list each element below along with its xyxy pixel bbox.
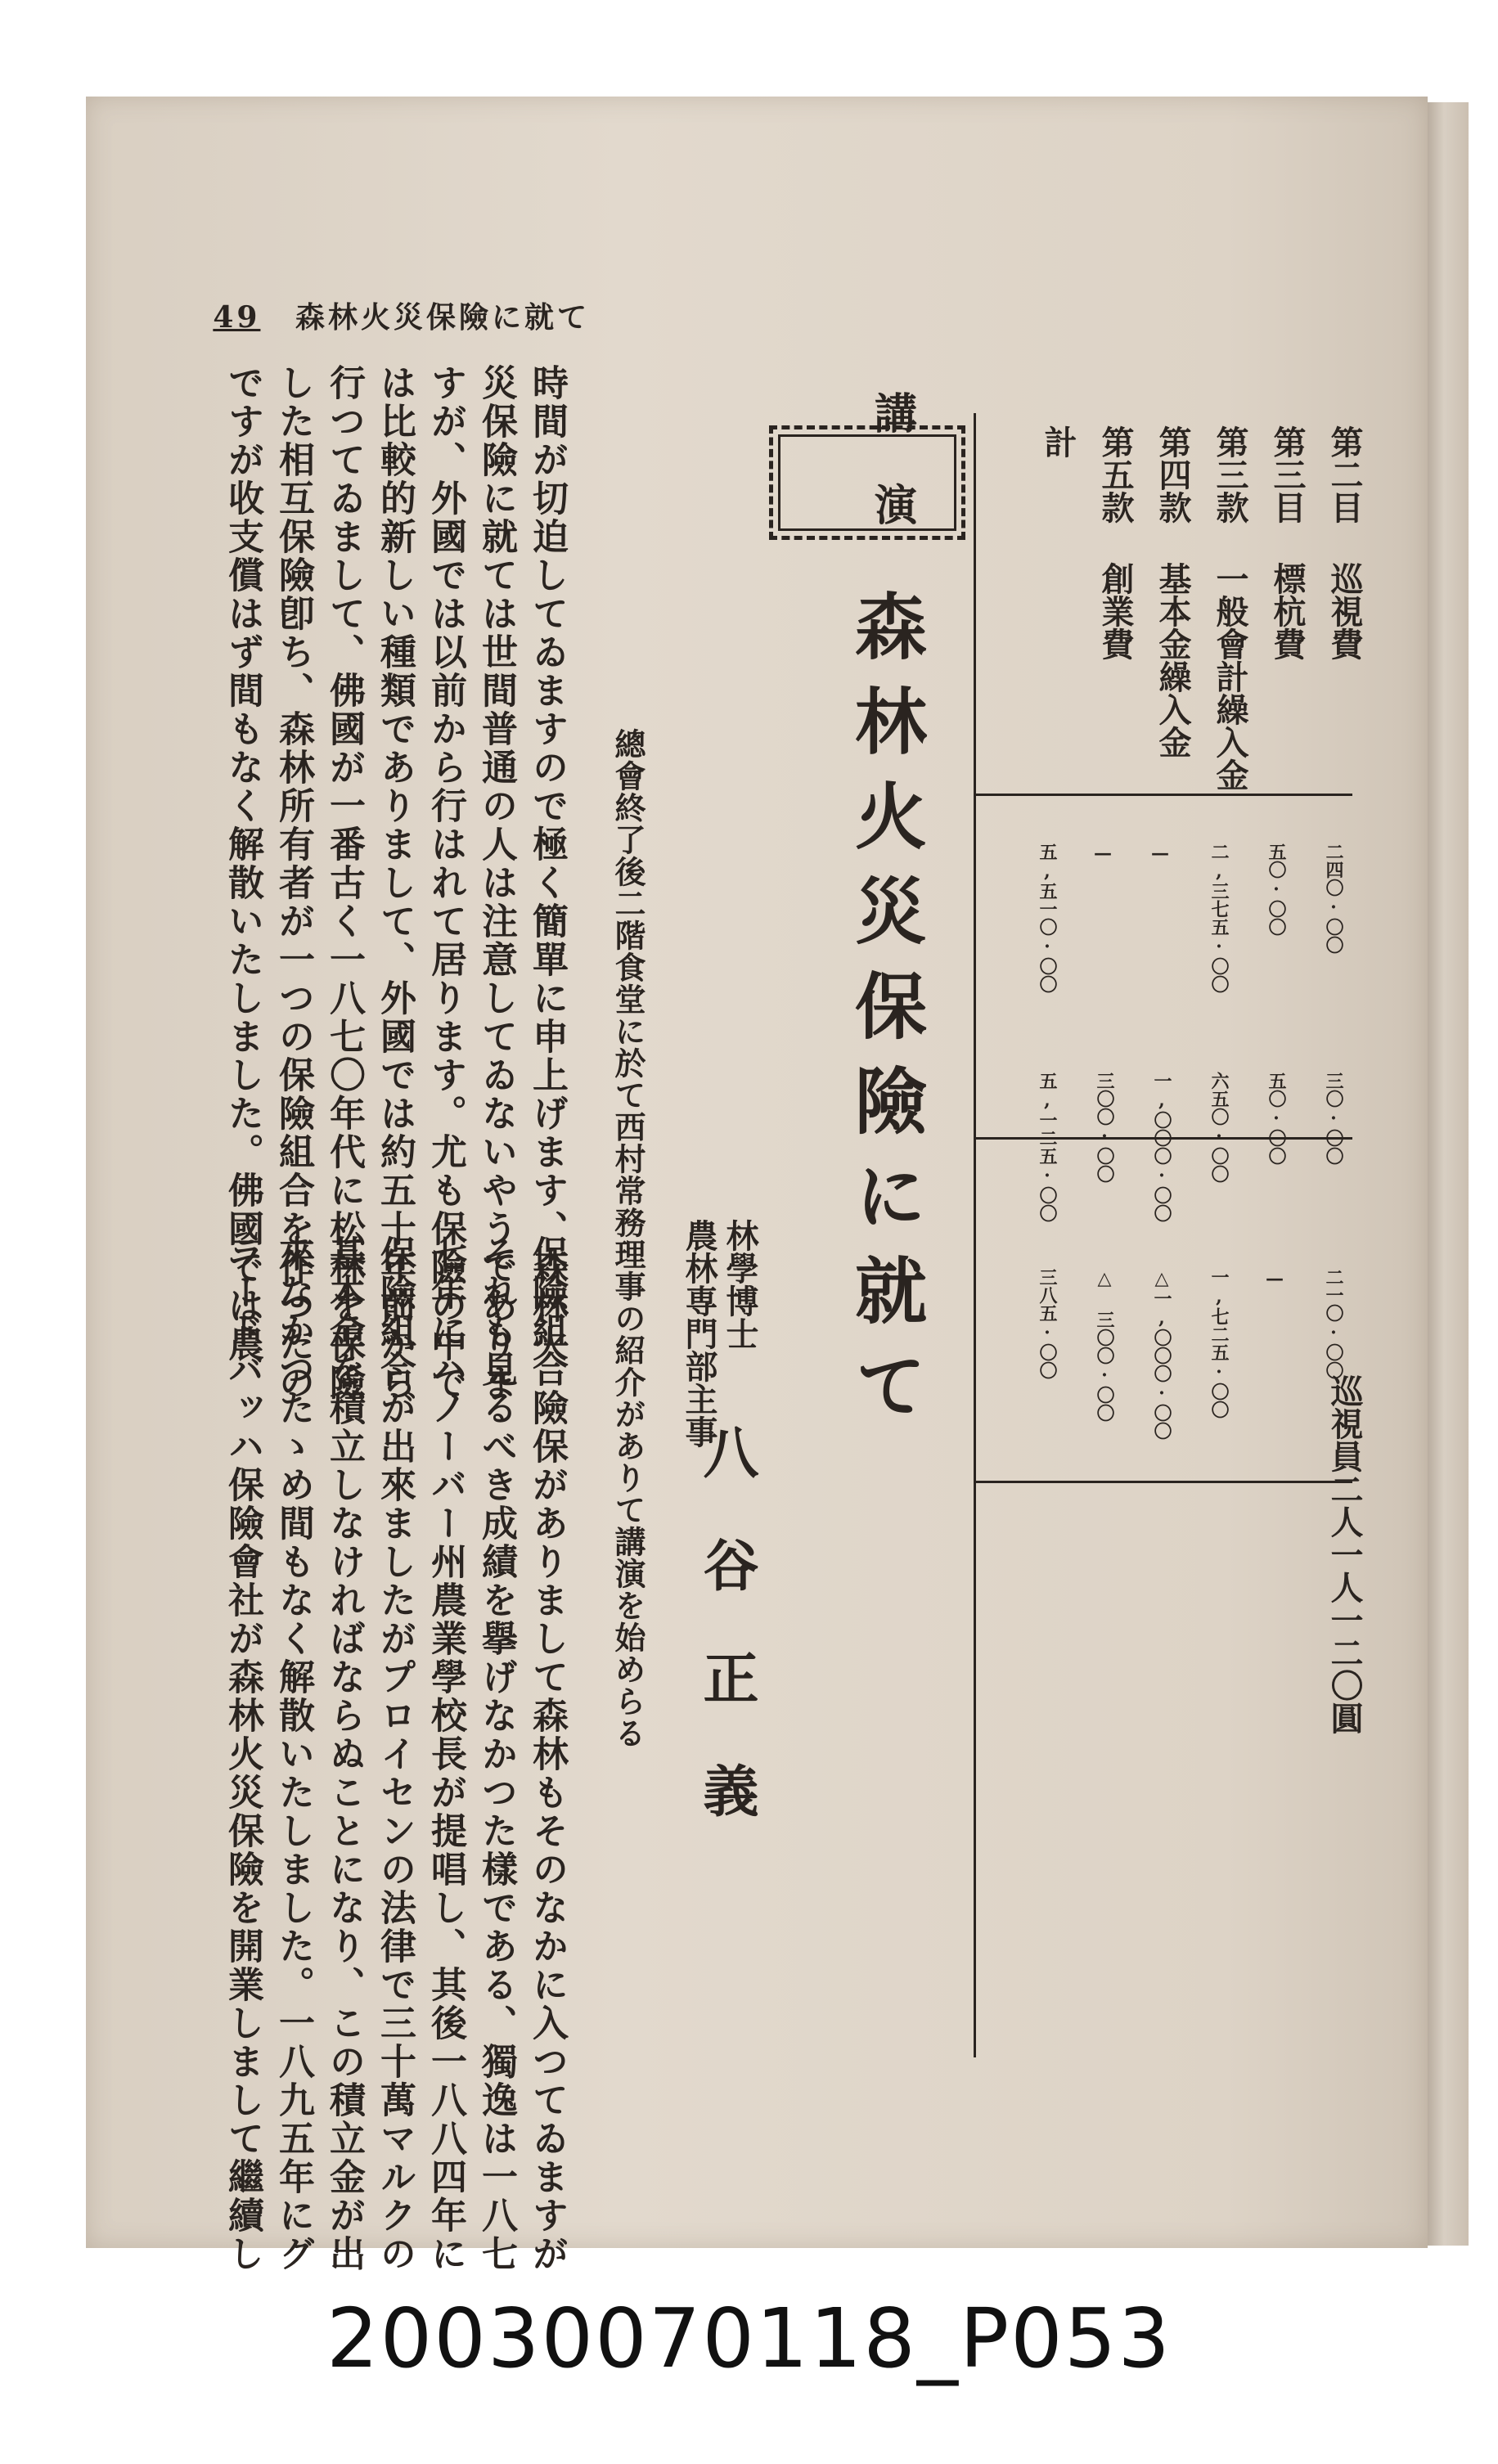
table-cell-col2: 一,〇〇〇·〇〇 bbox=[1151, 1072, 1172, 1222]
table-rule bbox=[976, 1481, 1352, 1483]
table-cell-col2: 六五〇·〇〇 bbox=[1208, 1072, 1230, 1183]
table-item: 第三目 標杭費 bbox=[1268, 425, 1307, 660]
body-line: 七年にハノーバー州農業學校長が提唱し、其後一八八四年に bbox=[425, 1235, 466, 2273]
body-line: ラードバッハ保險會社が森林火災保險を開業しまして繼續し bbox=[222, 1235, 263, 2273]
body-line: は比較的新しい種類でありまして、外國では約五十年前から bbox=[374, 364, 416, 1402]
body-line: 基本金を積立しなければならぬことになり、この積立金が出 bbox=[323, 1235, 365, 2273]
affiliation-line1: 農林専門部主事 bbox=[680, 1219, 718, 1448]
table-cell-col2: 五〇·〇〇 bbox=[1266, 1072, 1287, 1165]
table-item: 第四款 基本金繰入金 bbox=[1154, 425, 1192, 758]
table-cell-col3: 三八五·〇〇 bbox=[1037, 1268, 1058, 1379]
body-line: 保險組合險保がありまして森林もそのなかに入つてゐますが bbox=[526, 1235, 568, 2273]
table-cell-col1: — bbox=[1149, 843, 1171, 864]
table-cell-col3: 二一〇·〇〇 bbox=[1323, 1268, 1344, 1379]
table-cell-col3: △ 三〇〇·〇〇 bbox=[1094, 1268, 1115, 1422]
table-cell-col1: 五,五一〇·〇〇 bbox=[1037, 843, 1058, 993]
affiliation-line2: 林學博士 bbox=[721, 1219, 759, 1350]
intro-note: 總會終了後二階食堂に於て西村常務理事の紹介がありて講演を始めらる bbox=[610, 728, 646, 1749]
author-name: 八谷正義 bbox=[694, 1423, 759, 1875]
section-label: 講演 bbox=[866, 391, 917, 574]
body-line: すが、外國では以前から行はれて居ります。尤も保險の中で bbox=[425, 364, 466, 1402]
body-line: ですが收支償はず間もなく解散いたしました。佛國では農 bbox=[222, 364, 263, 1364]
table-cell-col1: 五〇·〇〇 bbox=[1266, 843, 1287, 936]
body-line: 保險組合が出來ましたがプロイセンの法律で三十萬マルクの bbox=[374, 1235, 416, 2273]
table-cell-col2: 三〇〇·〇〇 bbox=[1094, 1072, 1115, 1183]
article-title: 森林火災保險に就て bbox=[843, 589, 929, 1443]
author-affiliation bbox=[679, 1219, 718, 1448]
running-title: 森林火災保險に就て bbox=[295, 300, 590, 335]
table-cell-col1: — bbox=[1092, 843, 1113, 864]
table-cell-col3: 一,七二五·〇〇 bbox=[1208, 1268, 1230, 1419]
author-degree bbox=[720, 1219, 759, 1350]
body-line: それも見るべき成績を擧げなかつた樣である、獨逸は一八七 bbox=[475, 1235, 517, 2273]
body-text-upper bbox=[217, 364, 572, 1402]
section-label-stamp bbox=[769, 391, 965, 574]
running-header bbox=[213, 295, 590, 336]
table-cell-col3: △一,〇〇〇·〇〇 bbox=[1151, 1268, 1172, 1440]
table-item: 計 bbox=[1039, 425, 1077, 458]
table-item: 第三款 一般會計繰入金 bbox=[1211, 425, 1249, 791]
body-line: 時間が切迫してゐますので極く簡單に申上げます、森林火 bbox=[526, 364, 568, 1364]
table-item: 第五款 創業費 bbox=[1096, 425, 1135, 660]
table-cell-col3: — bbox=[1264, 1268, 1285, 1289]
table-cell-col1: 二四〇·〇〇 bbox=[1323, 843, 1344, 954]
table-cell-col2: 五,一二五·〇〇 bbox=[1037, 1072, 1058, 1222]
body-text-lower bbox=[217, 1235, 572, 2273]
next-page-edge bbox=[1428, 102, 1469, 2246]
table-cell-col2: 三〇·〇〇 bbox=[1323, 1072, 1344, 1165]
body-line: 行つてゐまして、佛國が一番古く一八七〇年代に松林を保險 bbox=[323, 364, 365, 1402]
body-line: 來なかつたゝめ間もなく解散いたしました。一八九五年にグ bbox=[272, 1235, 314, 2273]
table-rule bbox=[976, 794, 1352, 796]
table-note: 巡視員二人一人一二〇圓 bbox=[1325, 1374, 1364, 1734]
table-cell-col1: 二,三七五·〇〇 bbox=[1208, 843, 1230, 993]
page-number: 49 bbox=[213, 300, 261, 335]
body-line: した相互保險卽ち、森林所有者が一つの保險組合を作つたの bbox=[272, 364, 314, 1402]
image-identifier: 20030070118_P053 bbox=[326, 2291, 1172, 2386]
body-line: 災保險に就ては世間普通の人は注意してゐないやうでありま bbox=[475, 364, 517, 1402]
table-item: 第二目 巡視費 bbox=[1325, 425, 1364, 660]
